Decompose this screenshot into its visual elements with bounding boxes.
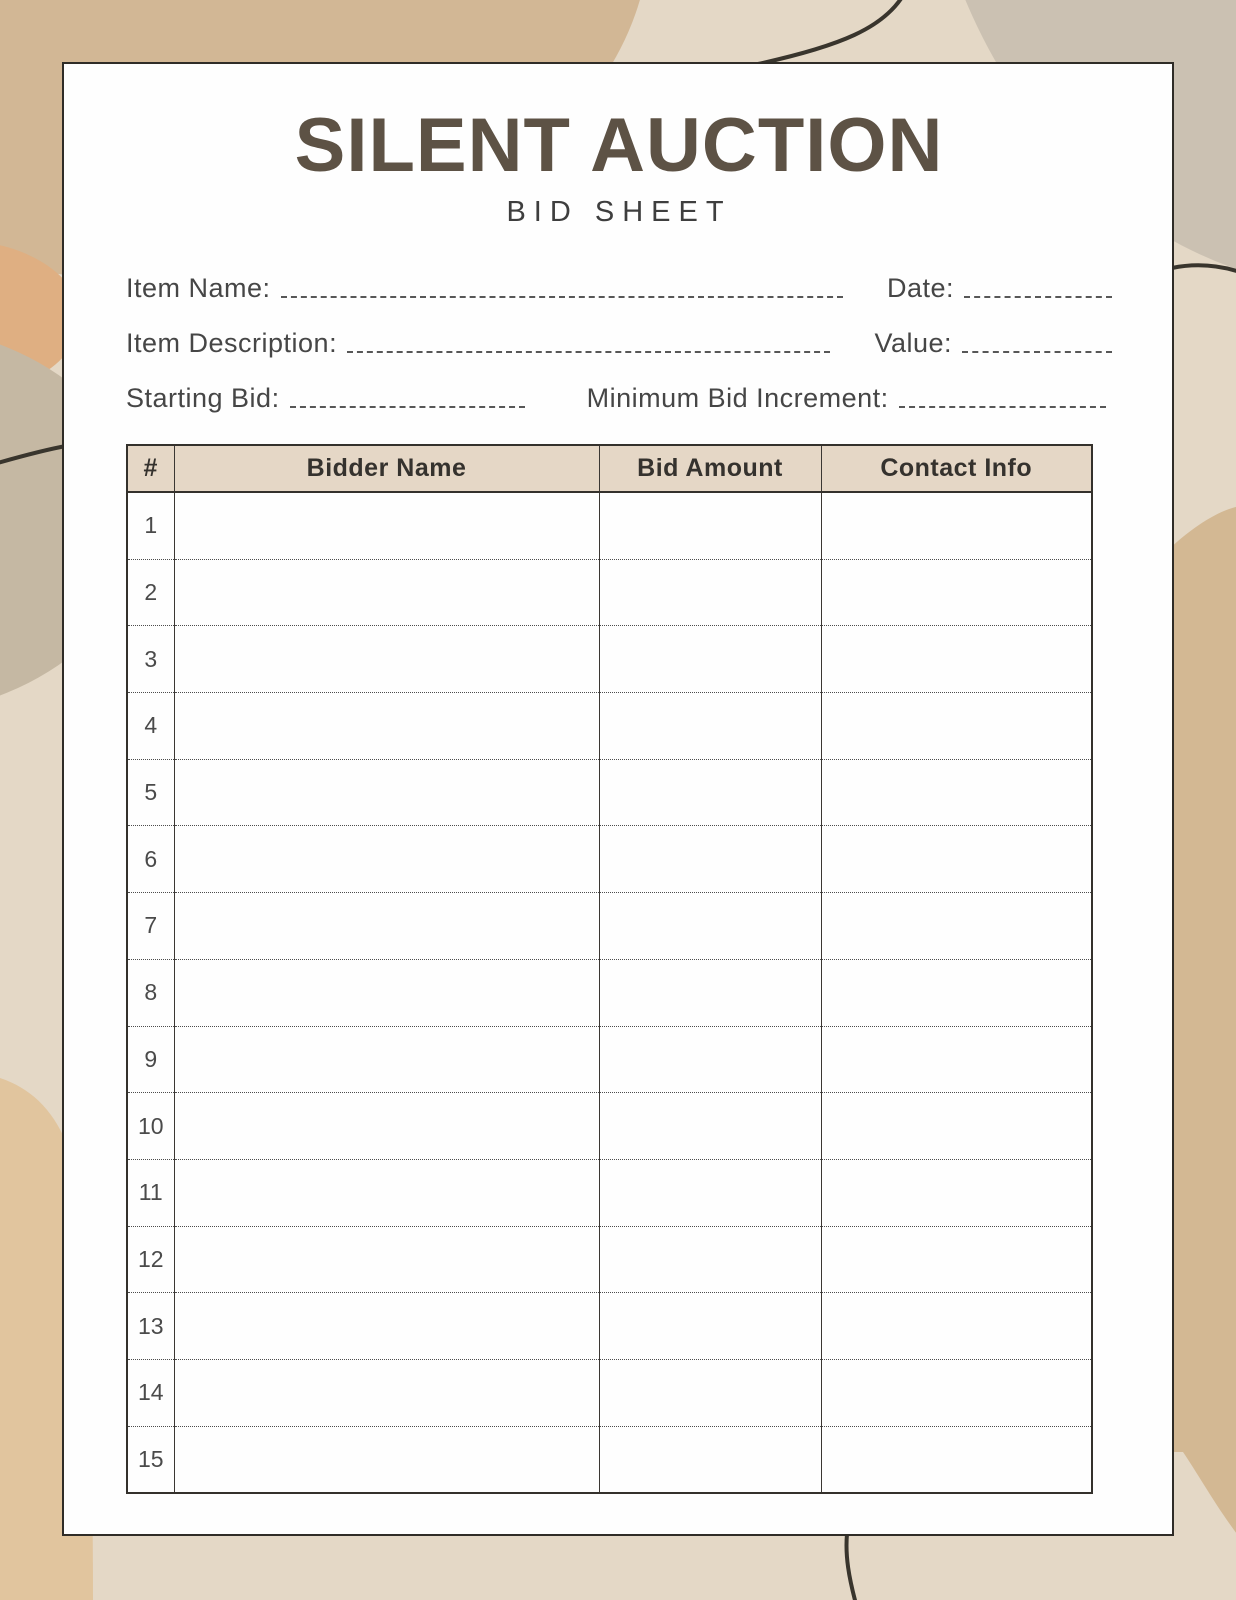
bidder-name-cell — [174, 1026, 599, 1093]
bidder-name-cell — [174, 1359, 599, 1426]
date-line — [964, 295, 1112, 298]
table-row — [127, 1426, 1092, 1493]
column-header-bid-amount: Bid Amount — [599, 445, 821, 492]
bidder-name-cell — [174, 1293, 599, 1360]
row-number-cell: 9 — [127, 1026, 174, 1093]
bidder-name-cell — [174, 1226, 599, 1293]
starting-bid-label: Starting Bid: — [126, 383, 280, 413]
page-title: SILENT AUCTION — [294, 103, 944, 188]
bidder-name-cell — [174, 492, 599, 559]
row-number-cell: 12 — [127, 1226, 174, 1293]
contact-info-cell — [821, 826, 1092, 893]
contact-info-cell — [821, 1026, 1092, 1093]
min-bid-increment-line — [899, 405, 1106, 408]
table-row — [127, 959, 1092, 1026]
date-label: Date: — [886, 273, 954, 303]
table-row — [127, 759, 1092, 826]
row-number-cell: 15 — [127, 1426, 174, 1493]
value-label: Value: — [874, 328, 952, 358]
bidder-name-cell — [174, 959, 599, 1026]
form-row-2 — [126, 306, 1112, 361]
contact-info-cell — [821, 1093, 1092, 1160]
bid-amount-cell — [599, 1026, 821, 1093]
bid-amount-cell — [599, 1359, 821, 1426]
min-bid-increment-label: Minimum Bid Increment: — [586, 383, 889, 413]
table-row — [127, 893, 1092, 960]
table-row — [127, 1226, 1092, 1293]
table-row — [127, 626, 1092, 693]
bidder-name-cell — [174, 559, 599, 626]
bid-amount-cell — [599, 1093, 821, 1160]
bid-amount-cell — [599, 959, 821, 1026]
contact-info-cell — [821, 626, 1092, 693]
item-description-line — [347, 350, 830, 353]
table-row — [127, 1293, 1092, 1360]
item-name-line — [281, 295, 843, 298]
table-header-row — [127, 445, 1092, 492]
column-header-bidder-name: Bidder Name — [174, 445, 599, 492]
column-header-number: # — [127, 445, 174, 492]
bid-table — [126, 444, 1093, 1494]
table-row — [127, 693, 1092, 760]
contact-info-cell — [821, 959, 1092, 1026]
table-row — [127, 559, 1092, 626]
row-number-cell: 11 — [127, 1159, 174, 1226]
bid-amount-cell — [599, 1226, 821, 1293]
contact-info-cell — [821, 559, 1092, 626]
bid-sheet-page — [62, 62, 1174, 1536]
bid-amount-cell — [599, 1159, 821, 1226]
bid-amount-cell — [599, 1426, 821, 1493]
bid-amount-cell — [599, 559, 821, 626]
bidder-name-cell — [174, 826, 599, 893]
bidder-name-cell — [174, 759, 599, 826]
row-number-cell: 10 — [127, 1093, 174, 1160]
contact-info-cell — [821, 759, 1092, 826]
contact-info-cell — [821, 1159, 1092, 1226]
contact-info-cell — [821, 492, 1092, 559]
table-row — [127, 1359, 1092, 1426]
bid-amount-cell — [599, 626, 821, 693]
bid-amount-cell — [599, 759, 821, 826]
bidder-name-cell — [174, 1426, 599, 1493]
bid-amount-cell — [599, 1293, 821, 1360]
contact-info-cell — [821, 893, 1092, 960]
bidder-name-cell — [174, 693, 599, 760]
row-number-cell: 5 — [127, 759, 174, 826]
contact-info-cell — [821, 1359, 1092, 1426]
bid-amount-cell — [599, 492, 821, 559]
starting-bid-line — [290, 405, 525, 408]
row-number-cell: 6 — [127, 826, 174, 893]
bidder-name-cell — [174, 1093, 599, 1160]
table-row — [127, 826, 1092, 893]
contact-info-cell — [821, 693, 1092, 760]
item-info-form — [126, 251, 1112, 416]
blob-right-tan — [1168, 506, 1236, 1538]
table-row — [127, 1026, 1092, 1093]
contact-info-cell — [821, 1426, 1092, 1493]
bidder-name-cell — [174, 893, 599, 960]
column-header-contact-info: Contact Info — [821, 445, 1092, 492]
item-name-label: Item Name: — [126, 273, 271, 303]
form-row-1 — [126, 251, 1112, 306]
bid-amount-cell — [599, 693, 821, 760]
form-row-3 — [126, 361, 1112, 416]
row-number-cell: 8 — [127, 959, 174, 1026]
table-row — [127, 1159, 1092, 1226]
row-number-cell: 7 — [127, 893, 174, 960]
table-row — [127, 492, 1092, 559]
item-description-label: Item Description: — [126, 328, 338, 358]
bidder-name-cell — [174, 1159, 599, 1226]
row-number-cell: 14 — [127, 1359, 174, 1426]
contact-info-cell — [821, 1293, 1092, 1360]
row-number-cell: 4 — [127, 693, 174, 760]
value-line — [962, 350, 1112, 353]
row-number-cell: 2 — [127, 559, 174, 626]
table-row — [127, 1093, 1092, 1160]
contact-info-cell — [821, 1226, 1092, 1293]
bid-amount-cell — [599, 893, 821, 960]
row-number-cell: 13 — [127, 1293, 174, 1360]
bid-amount-cell — [599, 826, 821, 893]
page-subtitle: BID SHEET — [506, 196, 732, 228]
bidder-name-cell — [174, 626, 599, 693]
row-number-cell: 3 — [127, 626, 174, 693]
row-number-cell: 1 — [127, 492, 174, 559]
